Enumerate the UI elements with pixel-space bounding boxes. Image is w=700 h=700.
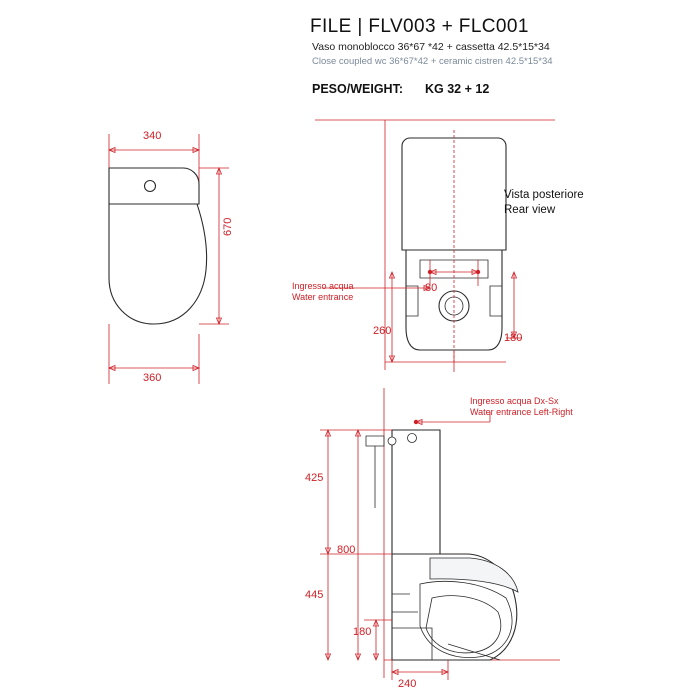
subtitle-italian: Vaso monoblocco 36*67 *42 + cassetta 42.5*15*34 — [312, 41, 550, 53]
rear-view-drawing — [310, 110, 560, 380]
rear-water-entrance-en: Water entrance — [292, 292, 354, 302]
rear-view-label-it: Vista posteriore — [504, 189, 584, 201]
subtitle-english: Close coupled wc 36*67*42 + ceramic cistren 42.5*15*34 — [312, 56, 553, 67]
dim-side-bowl-445: 445 — [305, 589, 324, 601]
dim-side-trap-180: 180 — [353, 626, 372, 638]
side-water-entrance-it: Ingresso acqua Dx-Sx — [470, 396, 559, 406]
dim-rear-inlet-80: 80 — [425, 282, 438, 294]
dim-rear-height-260: 260 — [373, 325, 392, 337]
side-water-entrance-note — [470, 396, 610, 418]
weight-label: PESO/WEIGHT: — [312, 82, 403, 96]
dim-top-height-670: 670 — [222, 217, 234, 236]
dim-side-base-240: 240 — [398, 678, 417, 690]
dim-side-total-800: 800 — [337, 544, 356, 556]
rear-view-label-en: Rear view — [504, 204, 556, 216]
dim-rear-width-180: 180 — [504, 332, 523, 344]
dim-top-width-340: 340 — [143, 130, 162, 142]
dim-side-cistern-425: 425 — [305, 472, 324, 484]
page-title: FILE | FLV003 + FLC001 — [310, 16, 529, 37]
weight-value: KG 32 + 12 — [425, 82, 490, 96]
side-view-drawing — [300, 388, 600, 688]
rear-view-label — [504, 188, 634, 218]
top-view-drawing — [95, 120, 315, 400]
rear-water-entrance-it: Ingresso acqua — [292, 281, 354, 291]
side-water-entrance-en: Water entrance Left-Right — [470, 407, 573, 417]
rear-water-entrance-note — [292, 281, 384, 303]
dim-top-width-360: 360 — [143, 372, 162, 384]
